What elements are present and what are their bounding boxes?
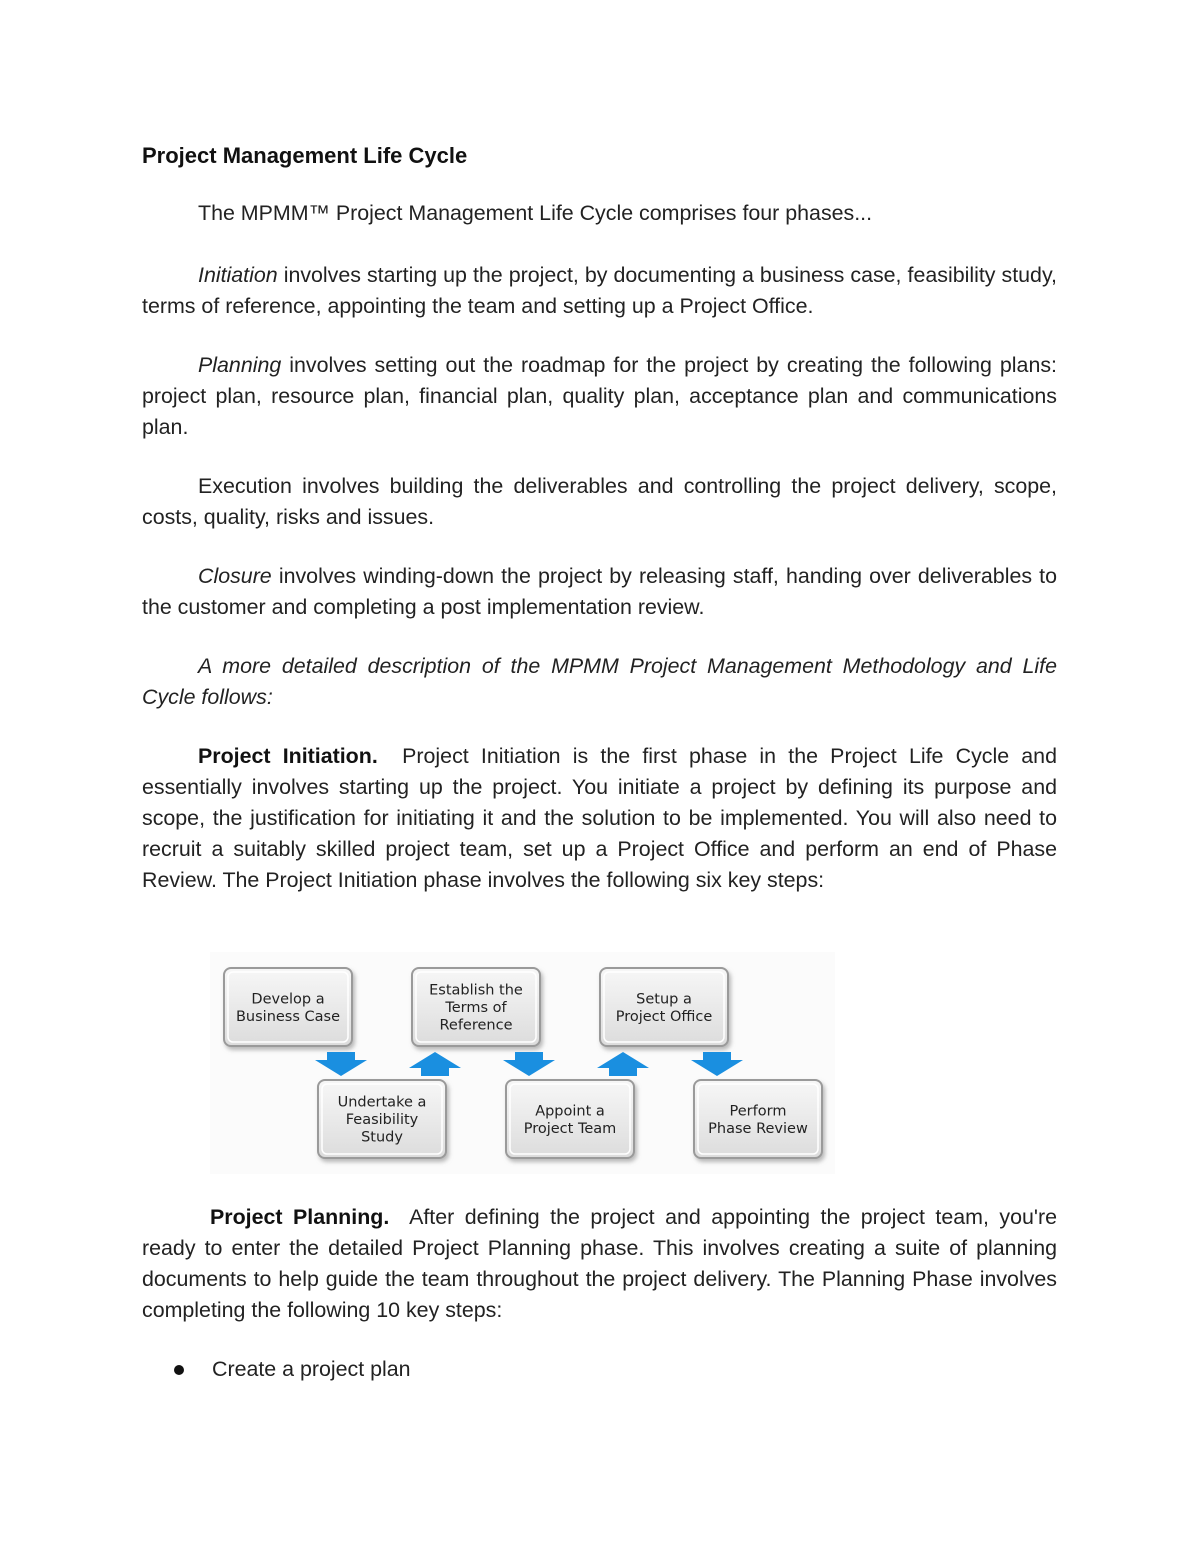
- section-heading-initiation: Project Initiation.: [198, 744, 378, 768]
- step-label: Reference: [439, 1017, 513, 1034]
- bullet-icon: [174, 1365, 184, 1375]
- list-item-text: Create a project plan: [212, 1357, 411, 1381]
- section-text: After defining the project and appointing the project team, you're ready to enter the detailed Project Planning phase. This involves creating a suite of planning documents to help guide the team throughout the project delivery. The Planning Phase involves completing the following 10 key steps:: [142, 1205, 1063, 1322]
- phase-text: involves winding-down the project by releasing staff, handing over deliverables to the customer and completing a post implementation review.: [142, 564, 1057, 619]
- list-item: [172, 1354, 411, 1385]
- section-heading-planning: Project Planning.: [210, 1205, 390, 1229]
- phase-text: involves starting up the project, by documenting a business case, feasibility study, terms of reference, appointing the team and setting up a Project Office.: [142, 263, 1057, 318]
- step-label: Appoint a: [535, 1103, 605, 1120]
- step-label: Perform: [729, 1103, 787, 1120]
- phase-text: Execution involves building the deliverables and controlling the project delivery, scope, costs, quality, risks and issues.: [142, 474, 1057, 529]
- step-box: [600, 968, 728, 1046]
- step-label: Phase Review: [708, 1120, 808, 1137]
- planning-steps-list: [172, 1354, 411, 1385]
- step-label: Terms of: [445, 1000, 507, 1016]
- planning-section: [142, 1202, 1063, 1326]
- document-page: [142, 140, 1063, 896]
- phase-text: involves setting out the roadmap for the project by creating the following plans: project plan, resource plan, financial plan, quality plan, acceptance plan and communications plan.: [142, 353, 1057, 439]
- phase-term: Planning: [198, 353, 282, 377]
- phase-term: Initiation: [198, 263, 278, 287]
- step-box: [694, 1080, 822, 1158]
- initiation-steps-diagram: [210, 952, 835, 1174]
- step-label: Undertake a: [337, 1094, 427, 1111]
- step-label: Project Team: [523, 1120, 617, 1137]
- phase-term: Closure: [198, 564, 272, 588]
- step-box: [224, 968, 352, 1046]
- planning-section-paragraph: [142, 1202, 1063, 1326]
- step-label: Study: [361, 1129, 403, 1146]
- page-title: Project Management Life Cycle: [142, 143, 468, 168]
- intro-paragraph: The MPMM™ Project Management Life Cycle comprises four phases...: [198, 201, 873, 225]
- detail-intro-paragraph: [142, 651, 1057, 713]
- step-box: [506, 1080, 634, 1158]
- step-label: Project Office: [615, 1008, 713, 1025]
- step-label: Establish the: [429, 982, 523, 999]
- phase-closure-paragraph: [142, 561, 1057, 623]
- step-label: Develop a: [251, 991, 325, 1008]
- step-label: Setup a: [636, 991, 692, 1008]
- detail-intro-text: A more detailed description of the MPMM Project Management Methodology and Life Cycle follows:: [142, 654, 1057, 709]
- step-box: [412, 968, 540, 1046]
- step-label: Business Case: [235, 1008, 341, 1025]
- phase-planning-paragraph: [142, 350, 1057, 443]
- phase-initiation-paragraph: [142, 260, 1057, 322]
- initiation-section-paragraph: [142, 741, 1063, 896]
- step-box: [318, 1080, 446, 1158]
- step-label: Feasibility: [345, 1112, 419, 1128]
- section-text: Project Initiation is the first phase in the Project Life Cycle and essentially involves starting up the project. You initiate a project by defining its purpose and scope, the justification for initiating it and the solution to be implemented. You will also need to recruit a suitably skilled project team, set up a Project Office and perform an end of Phase Review. The Project Initiation phase involves the following six key steps:: [142, 744, 1063, 892]
- phase-execution-paragraph: [142, 471, 1057, 533]
